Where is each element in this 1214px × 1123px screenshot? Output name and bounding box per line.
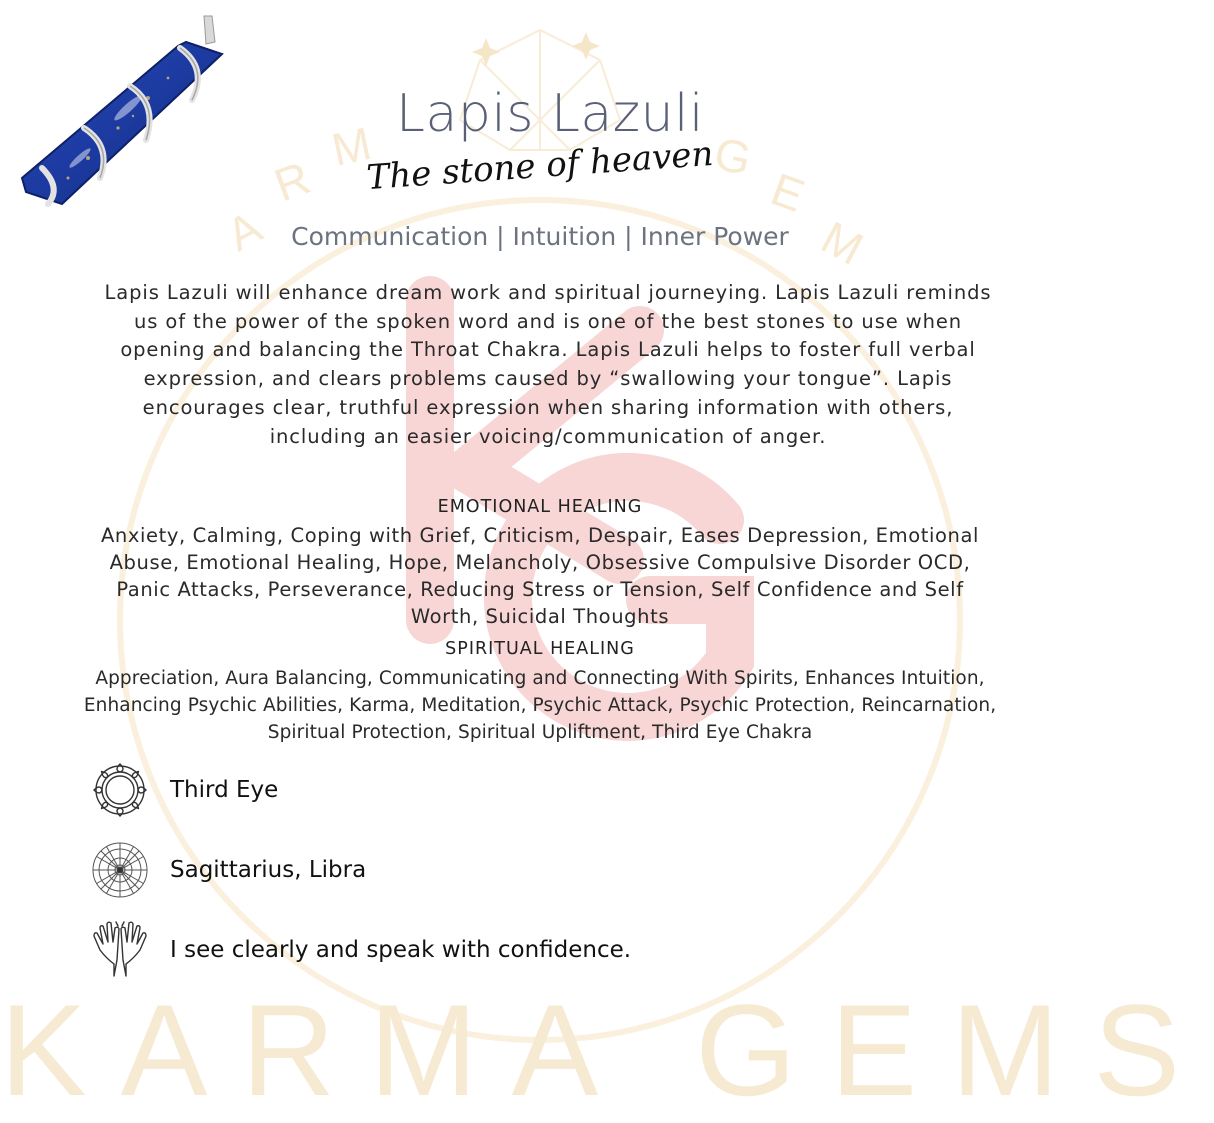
affirmation-text: I see clearly and speak with confidence. — [170, 937, 632, 963]
chakra-row — [90, 760, 790, 820]
arc-letter: G — [709, 126, 756, 186]
zodiac-wheel-icon — [90, 840, 150, 900]
lotus-chakra-icon — [90, 760, 150, 820]
stone-tagline: The stone of heaven — [365, 133, 715, 199]
watermark-brand: KARMA GEMS — [0, 977, 1214, 1123]
zodiac-row — [90, 840, 790, 900]
arc-letter: A — [218, 200, 270, 261]
arc-letter: E — [764, 162, 812, 222]
arc-letter: M — [327, 116, 376, 176]
spiritual-healing-text: Appreciation, Aura Balancing, Communicating and Connecting With Spirits, Enhances Intuition, Enhancing Psychic Abilities, Karma, Meditation, Psychic Attack, Psychic Protection, Reincarnation, Spiritual Protection, Spiritual Upliftment, Third Eye Chakra — [83, 668, 997, 743]
arc-letter: R — [267, 151, 317, 212]
chakra-label: Third Eye — [170, 777, 279, 803]
zodiac-label: Sagittarius, Libra — [170, 857, 367, 883]
emotional-healing-heading: EMOTIONAL HEALING — [437, 497, 643, 517]
affirmation-row — [90, 920, 790, 980]
open-hands-icon — [90, 920, 150, 980]
spiritual-healing-heading: SPIRITUAL HEALING — [445, 639, 635, 659]
stone-title: Lapis Lazuli — [396, 84, 704, 144]
emotional-healing-text: Anxiety, Calming, Coping with Grief, Criticism, Despair, Eases Depression, Emotional Abuse, Emotional Healing, Hope, Melancholy, Obsessive Compulsive Disorder OCD, Panic Attacks, Perseverance, Reducing Stress or Tension, Self Confidence and Self Worth, Suicidal Thoughts — [100, 524, 980, 628]
lapis-pendant-image — [8, 8, 258, 223]
arc-letter: M — [813, 210, 872, 275]
stone-properties: Communication | Intuition | Inner Power — [291, 222, 789, 251]
stone-description: Lapis Lazuli will enhance dream work and spiritual journeying. Lapis Lazuli reminds us of the power of the spoken word and is one of the best stones to use when opening and balancing the Throat Chakra. Lapis Lazuli helps to foster full verbal expression, and clears problems caused by “swallowing your tongue”. Lapis encourages clear, truthful expression when sharing information with others, including an easier voicing/communication of anger. — [104, 281, 992, 448]
